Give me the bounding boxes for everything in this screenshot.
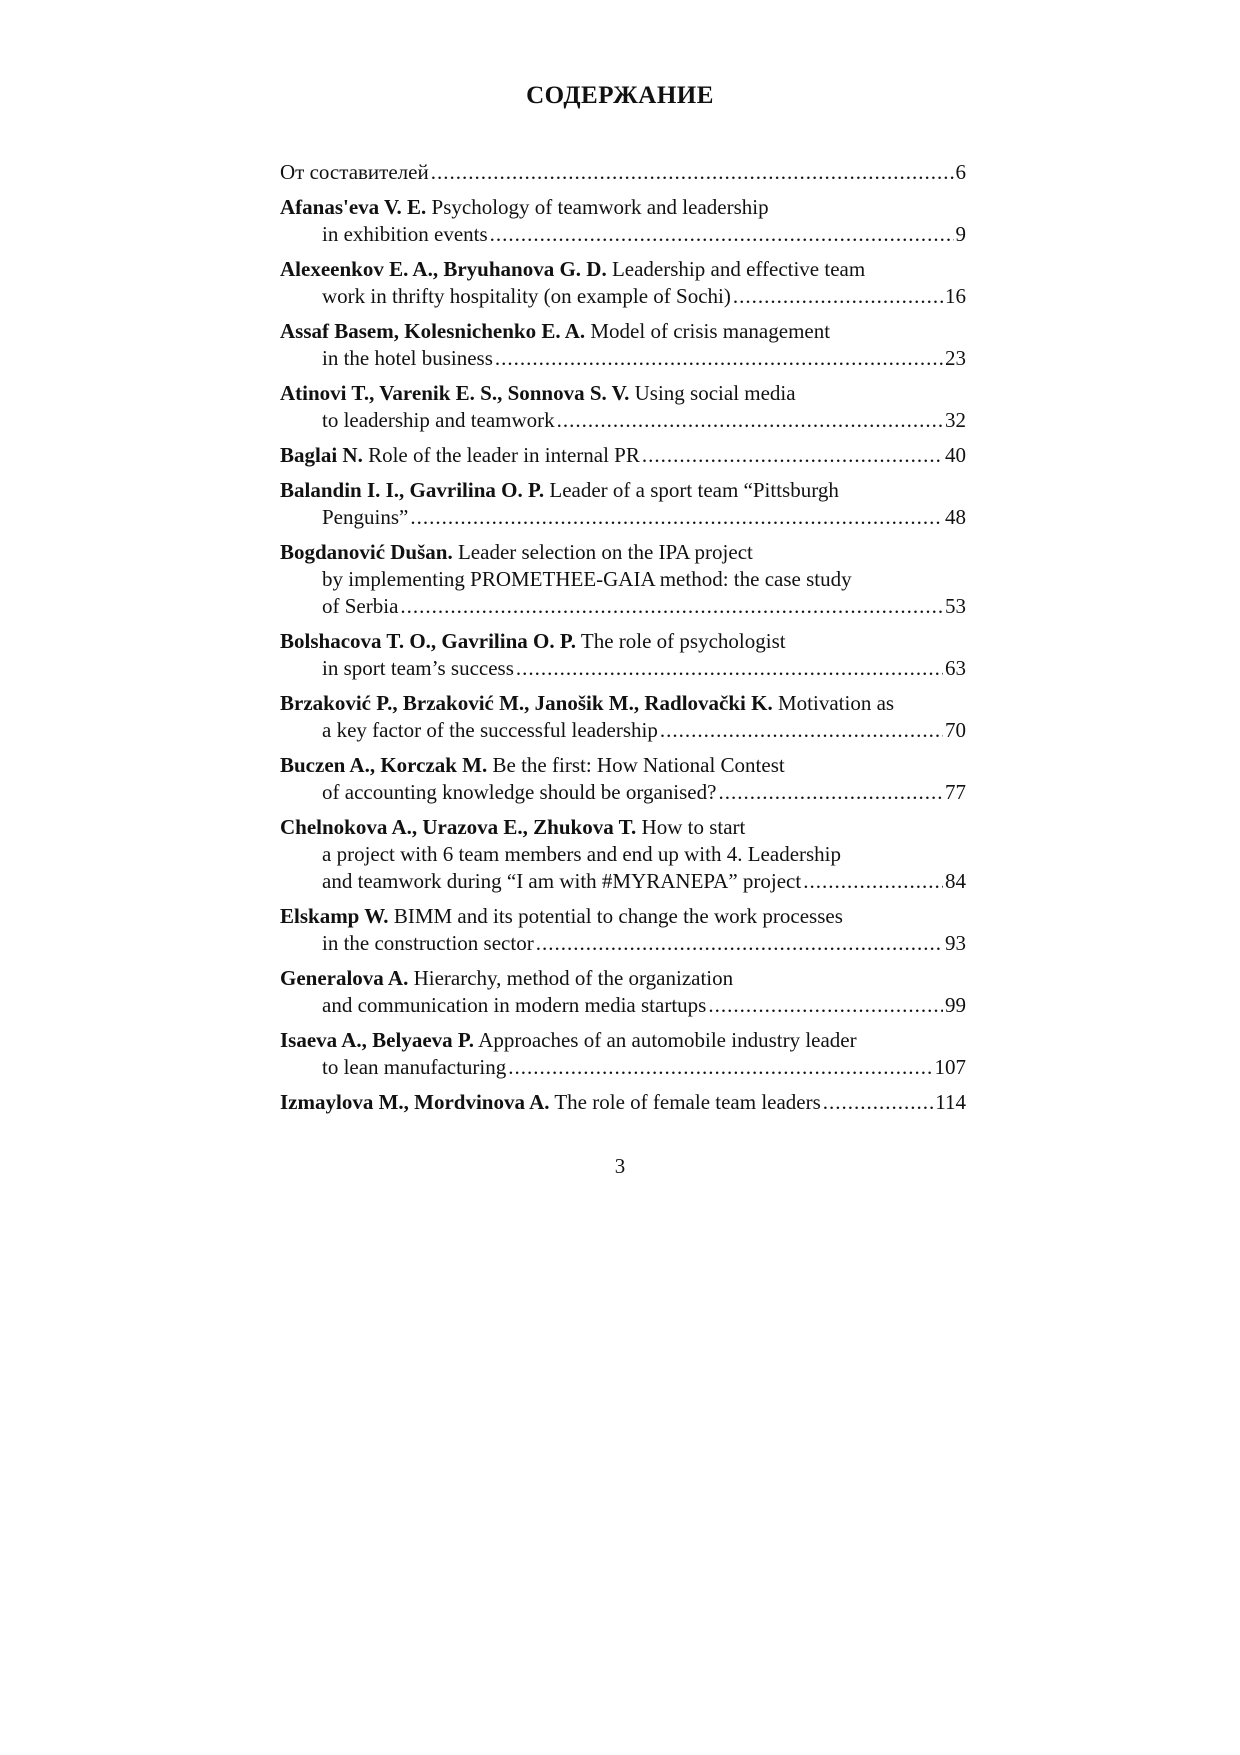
dot-leader <box>490 221 954 248</box>
toc-entry-title: a key factor of the successful leadership <box>322 718 658 742</box>
toc-entry <box>280 752 966 806</box>
toc-entry <box>280 194 966 248</box>
toc-entry-authors: Generalova A. <box>280 966 409 990</box>
toc-entry-line <box>280 992 966 1019</box>
dot-leader <box>718 779 943 806</box>
toc-entry-title: in sport team’s success <box>322 656 514 680</box>
toc-entry-authors: Bolshacova T. O., Gavrilina O. P. <box>280 629 576 653</box>
toc-entry-title: to lean manufacturing <box>322 1055 507 1079</box>
toc-entry-page: 107 <box>934 1055 966 1079</box>
toc-entry-line <box>280 256 966 283</box>
dot-leader <box>400 593 943 620</box>
toc-entry-line <box>280 903 966 930</box>
toc-entry-line <box>280 504 966 531</box>
toc-entry-text <box>280 629 786 653</box>
toc-entry-title: of Serbia <box>322 594 399 618</box>
toc-entry <box>280 159 966 186</box>
toc-entry <box>280 256 966 310</box>
toc-entry-page: 23 <box>945 346 966 370</box>
toc-entry-authors: Izmaylova M., Mordvinova A. <box>280 1090 550 1114</box>
toc-entry-line <box>280 868 966 895</box>
toc-entry-authors: Elskamp W. <box>280 904 389 928</box>
toc-entry-line <box>280 779 966 806</box>
toc-entry-title: and teamwork during “I am with #MYRANEPA” project <box>322 869 802 893</box>
toc-entry-title: Leadership and effective team <box>606 257 866 281</box>
toc-entry-page: 32 <box>945 408 966 432</box>
toc-entry-page: 99 <box>945 993 966 1017</box>
toc-entry-text <box>322 567 852 591</box>
toc-entry <box>280 903 966 957</box>
toc-entry-authors: Bogdanović Dušan. <box>280 540 453 564</box>
toc-entry-title: to leadership and teamwork <box>322 408 555 432</box>
toc-entry-title: in the hotel business <box>322 346 493 370</box>
toc-entry-line <box>280 593 966 620</box>
toc-entry-line <box>280 442 966 469</box>
toc-entry-text <box>280 319 830 343</box>
toc-entry-line <box>280 194 966 221</box>
table-of-contents <box>280 159 966 1124</box>
toc-entry-text <box>322 593 398 620</box>
dot-leader <box>431 159 954 186</box>
toc-entry-line <box>280 566 966 593</box>
toc-entry <box>280 1027 966 1081</box>
toc-entry-title: Role of the leader in internal PR <box>362 443 640 467</box>
toc-entry-title: Be the first: How National Contest <box>487 753 785 777</box>
toc-entry-line <box>280 380 966 407</box>
toc-entry-title: Psychology of teamwork and leadership <box>426 195 769 219</box>
toc-entry-text <box>322 1054 506 1081</box>
toc-entry-line <box>280 814 966 841</box>
toc-entry-title: Penguins” <box>322 505 409 529</box>
dot-leader <box>708 992 943 1019</box>
toc-entry-line <box>280 930 966 957</box>
toc-entry-title: The role of psychologist <box>576 629 786 653</box>
toc-entry-title: in the construction sector <box>322 931 534 955</box>
toc-entry-title: Using social media <box>629 381 796 405</box>
toc-entry-line <box>280 628 966 655</box>
toc-entry <box>280 1089 966 1116</box>
toc-entry-text <box>280 1089 821 1116</box>
toc-entry-title: Approaches of an automobile industry leader <box>474 1028 857 1052</box>
toc-entry-page: 84 <box>945 869 966 893</box>
toc-entry-title: BIMM and its potential to change the work processes <box>388 904 843 928</box>
toc-entry-title: Motivation as <box>772 691 895 715</box>
toc-entry-title: От составителей <box>280 160 429 184</box>
toc-entry <box>280 477 966 531</box>
toc-entry-text <box>280 1028 857 1052</box>
dot-leader <box>536 930 943 957</box>
page-number: 3 <box>614 1154 626 1178</box>
toc-entry-authors: Brzaković P., Brzaković M., Janošik M., Radlovački K. <box>280 691 773 715</box>
toc-entry-text <box>322 779 716 806</box>
toc-entry-title: Hierarchy, method of the organization <box>408 966 734 990</box>
toc-entry <box>280 318 966 372</box>
toc-entry-text <box>280 691 894 715</box>
toc-entry-line <box>280 965 966 992</box>
toc-entry-page: 48 <box>945 505 966 529</box>
toc-entry-text <box>280 159 429 186</box>
toc-entry-line <box>280 1054 966 1081</box>
toc-entry-text <box>280 478 839 502</box>
toc-entry-page: 6 <box>955 160 966 184</box>
toc-entry-authors: Afanas'eva V. E. <box>280 195 427 219</box>
toc-entry-title: of accounting knowledge should be organised? <box>322 780 717 804</box>
toc-entry-line <box>280 221 966 248</box>
dot-leader <box>803 868 943 895</box>
dot-leader <box>495 345 943 372</box>
toc-entry-line <box>280 717 966 744</box>
toc-entry-text <box>322 504 408 531</box>
toc-entry-title: How to start <box>636 815 746 839</box>
toc-entry <box>280 380 966 434</box>
toc-entry-line <box>280 477 966 504</box>
toc-entry-text <box>280 966 733 990</box>
toc-entry-title: in exhibition events <box>322 222 488 246</box>
toc-entry-line <box>280 539 966 566</box>
toc-entry-title: The role of female team leaders <box>549 1090 821 1114</box>
toc-entry-text <box>280 442 640 469</box>
toc-entry-text <box>322 345 493 372</box>
toc-entry-authors: Baglai N. <box>280 443 363 467</box>
toc-entry-text <box>280 381 796 405</box>
toc-entry-line <box>280 1089 966 1116</box>
toc-entry <box>280 539 966 620</box>
toc-entry-text <box>322 868 801 895</box>
toc-entry-text <box>280 753 785 777</box>
page-title: СОДЕРЖАНИЕ <box>526 82 714 109</box>
toc-entry-text <box>280 257 865 281</box>
dot-leader <box>557 407 943 434</box>
toc-entry-line <box>280 841 966 868</box>
dot-leader <box>660 717 943 744</box>
toc-entry <box>280 690 966 744</box>
toc-entry-authors: Chelnokova A., Urazova E., Zhukova T. <box>280 815 637 839</box>
toc-entry-page: 53 <box>945 594 966 618</box>
toc-entry-page: 63 <box>945 656 966 680</box>
toc-entry-line <box>280 1027 966 1054</box>
toc-entry-authors: Alexeenkov E. A., Bryuhanova G. D. <box>280 257 607 281</box>
toc-entry-page: 93 <box>945 931 966 955</box>
toc-entry-authors: Atinovi T., Varenik E. S., Sonnova S. V. <box>280 381 630 405</box>
toc-entry-title: a project with 6 team members and end up with 4. Leadership <box>322 842 842 866</box>
toc-entry-title: by implementing PROMETHEE-GAIA method: the case study <box>322 567 852 591</box>
dot-leader <box>516 655 943 682</box>
toc-entry-text <box>322 930 534 957</box>
toc-entry-title: work in thrifty hospitality (on example of Sochi) <box>322 284 731 308</box>
toc-entry-title: and communication in modern media startups <box>322 993 707 1017</box>
toc-entry-text <box>322 842 841 866</box>
toc-entry-page: 40 <box>945 443 966 467</box>
toc-entry-page: 77 <box>945 780 966 804</box>
toc-entry-line <box>280 318 966 345</box>
toc-entry-line <box>280 283 966 310</box>
toc-entry-text <box>280 540 753 564</box>
toc-entry-text <box>280 815 745 839</box>
toc-entry-text <box>322 992 706 1019</box>
toc-entry-authors: Balandin I. I., Gavrilina O. P. <box>280 478 545 502</box>
toc-entry-page: 16 <box>945 284 966 308</box>
toc-entry-line <box>280 690 966 717</box>
toc-entry-text <box>322 717 658 744</box>
toc-entry-text <box>322 221 488 248</box>
toc-entry-authors: Isaeva A., Belyaeva P. <box>280 1028 475 1052</box>
toc-entry-line <box>280 159 966 186</box>
toc-entry-line <box>280 345 966 372</box>
toc-entry-authors: Buczen A., Korczak M. <box>280 753 488 777</box>
toc-entry <box>280 628 966 682</box>
toc-entry-title: Model of crisis management <box>585 319 831 343</box>
toc-entry-authors: Assaf Basem, Kolesnichenko E. A. <box>280 319 586 343</box>
toc-entry-text <box>280 195 769 219</box>
toc-entry <box>280 965 966 1019</box>
toc-entry-title: Leader selection on the IPA project <box>452 540 753 564</box>
toc-entry-page: 9 <box>955 222 966 246</box>
toc-entry-page: 114 <box>935 1090 966 1114</box>
toc-entry-title: Leader of a sport team “Pittsburgh <box>544 478 839 502</box>
toc-entry-text <box>322 283 731 310</box>
toc-entry <box>280 442 966 469</box>
dot-leader <box>410 504 943 531</box>
toc-entry-line <box>280 752 966 779</box>
dot-leader <box>733 283 943 310</box>
toc-entry <box>280 814 966 895</box>
toc-entry-text <box>322 655 514 682</box>
toc-entry-page: 70 <box>945 718 966 742</box>
toc-entry-text <box>280 904 843 928</box>
toc-entry-line <box>280 407 966 434</box>
dot-leader <box>508 1054 932 1081</box>
toc-entry-text <box>322 407 555 434</box>
dot-leader <box>823 1089 933 1116</box>
dot-leader <box>642 442 943 469</box>
toc-entry-line <box>280 655 966 682</box>
